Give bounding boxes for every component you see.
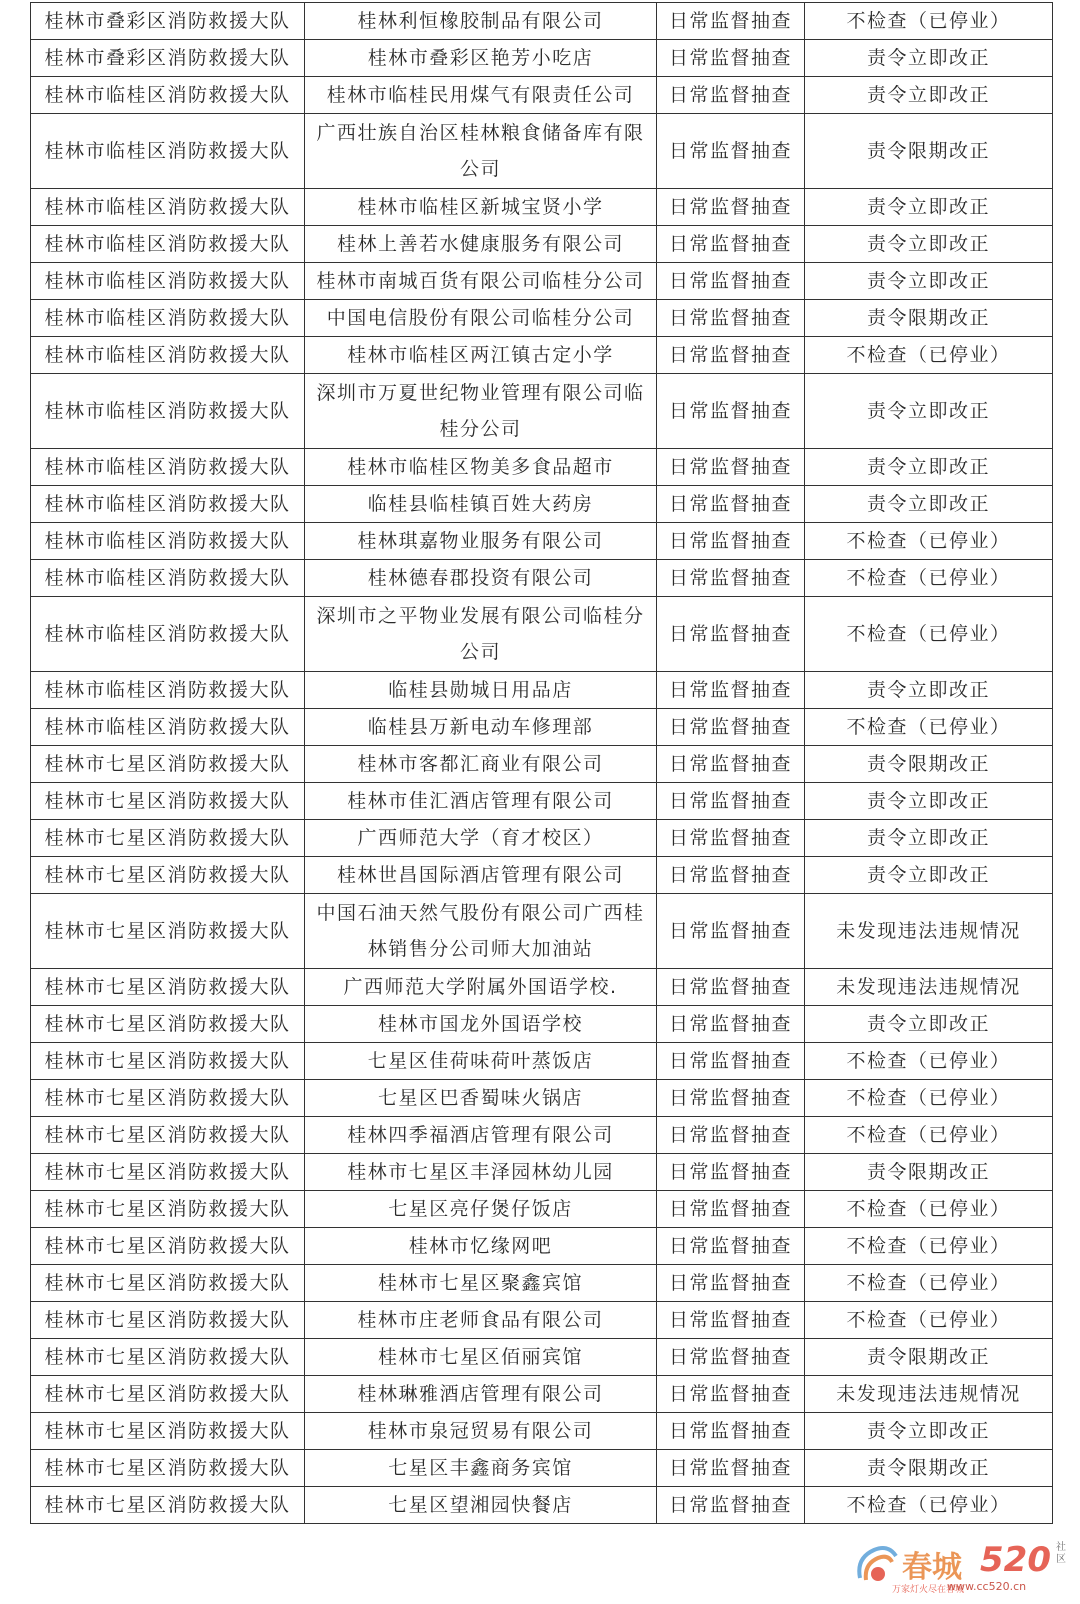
brigade-cell: 桂林市临桂区消防救援大队 bbox=[31, 560, 305, 597]
inspection-type-cell: 日常监督抽查 bbox=[657, 374, 805, 449]
table-row bbox=[31, 1006, 1053, 1043]
brigade-cell: 桂林市七星区消防救援大队 bbox=[31, 1080, 305, 1117]
result-cell: 责令限期改正 bbox=[805, 1154, 1053, 1191]
table-row bbox=[31, 40, 1053, 77]
table-row bbox=[31, 1302, 1053, 1339]
brigade-cell: 桂林市七星区消防救援大队 bbox=[31, 746, 305, 783]
result-cell: 责令立即改正 bbox=[805, 40, 1053, 77]
table-row bbox=[31, 597, 1053, 672]
brigade-cell: 桂林市七星区消防救援大队 bbox=[31, 1228, 305, 1265]
brigade-cell: 桂林市叠彩区消防救援大队 bbox=[31, 3, 305, 40]
table-row bbox=[31, 114, 1053, 189]
inspection-table bbox=[30, 2, 1053, 1524]
unit-name-cell: 七星区佳荷味荷叶蒸饭店 bbox=[305, 1043, 657, 1080]
brigade-cell: 桂林市临桂区消防救援大队 bbox=[31, 263, 305, 300]
result-cell: 不检查（已停业） bbox=[805, 1043, 1053, 1080]
inspection-type-cell: 日常监督抽查 bbox=[657, 337, 805, 374]
result-cell: 责令立即改正 bbox=[805, 820, 1053, 857]
table-row bbox=[31, 1154, 1053, 1191]
brigade-cell: 桂林市七星区消防救援大队 bbox=[31, 1191, 305, 1228]
unit-name-cell: 桂林市七星区佰丽宾馆 bbox=[305, 1339, 657, 1376]
brigade-cell: 桂林市七星区消防救援大队 bbox=[31, 820, 305, 857]
result-cell: 责令限期改正 bbox=[805, 300, 1053, 337]
unit-name-cell: 深圳市万夏世纪物业管理有限公司临桂分公司 bbox=[305, 374, 657, 449]
brigade-cell: 桂林市临桂区消防救援大队 bbox=[31, 709, 305, 746]
unit-name-cell: 桂林四季福酒店管理有限公司 bbox=[305, 1117, 657, 1154]
result-cell: 不检查（已停业） bbox=[805, 597, 1053, 672]
inspection-type-cell: 日常监督抽查 bbox=[657, 1154, 805, 1191]
table-row bbox=[31, 1339, 1053, 1376]
table-row bbox=[31, 820, 1053, 857]
inspection-type-cell: 日常监督抽查 bbox=[657, 486, 805, 523]
unit-name-cell: 七星区巴香蜀味火锅店 bbox=[305, 1080, 657, 1117]
result-cell: 不检查（已停业） bbox=[805, 3, 1053, 40]
unit-name-cell: 桂林市客都汇商业有限公司 bbox=[305, 746, 657, 783]
inspection-type-cell: 日常监督抽查 bbox=[657, 449, 805, 486]
result-cell: 责令限期改正 bbox=[805, 1450, 1053, 1487]
table-row bbox=[31, 189, 1053, 226]
result-cell: 不检查（已停业） bbox=[805, 1117, 1053, 1154]
result-cell: 责令立即改正 bbox=[805, 263, 1053, 300]
table-row bbox=[31, 969, 1053, 1006]
table-row bbox=[31, 709, 1053, 746]
brigade-cell: 桂林市临桂区消防救援大队 bbox=[31, 449, 305, 486]
unit-name-cell: 广西壮族自治区桂林粮食储备库有限公司 bbox=[305, 114, 657, 189]
result-cell: 未发现违法违规情况 bbox=[805, 894, 1053, 969]
brigade-cell: 桂林市临桂区消防救援大队 bbox=[31, 523, 305, 560]
brigade-cell: 桂林市七星区消防救援大队 bbox=[31, 1339, 305, 1376]
table-row bbox=[31, 1265, 1053, 1302]
unit-name-cell: 临桂县勋城日用品店 bbox=[305, 672, 657, 709]
watermark-side-text: 社区 bbox=[1056, 1542, 1066, 1565]
result-cell: 不检查（已停业） bbox=[805, 337, 1053, 374]
brigade-cell: 桂林市七星区消防救援大队 bbox=[31, 1302, 305, 1339]
result-cell: 责令立即改正 bbox=[805, 449, 1053, 486]
inspection-type-cell: 日常监督抽查 bbox=[657, 226, 805, 263]
table-row bbox=[31, 523, 1053, 560]
result-cell: 不检查（已停业） bbox=[805, 1302, 1053, 1339]
inspection-type-cell: 日常监督抽查 bbox=[657, 1191, 805, 1228]
inspection-type-cell: 日常监督抽查 bbox=[657, 189, 805, 226]
unit-name-cell: 桂林世昌国际酒店管理有限公司 bbox=[305, 857, 657, 894]
inspection-type-cell: 日常监督抽查 bbox=[657, 3, 805, 40]
inspection-type-cell: 日常监督抽查 bbox=[657, 1080, 805, 1117]
brigade-cell: 桂林市七星区消防救援大队 bbox=[31, 857, 305, 894]
inspection-type-cell: 日常监督抽查 bbox=[657, 1228, 805, 1265]
brigade-cell: 桂林市临桂区消防救援大队 bbox=[31, 77, 305, 114]
inspection-type-cell: 日常监督抽查 bbox=[657, 114, 805, 189]
unit-name-cell: 桂林市佳汇酒店管理有限公司 bbox=[305, 783, 657, 820]
brigade-cell: 桂林市临桂区消防救援大队 bbox=[31, 300, 305, 337]
unit-name-cell: 桂林市临桂区物美多食品超市 bbox=[305, 449, 657, 486]
result-cell: 责令立即改正 bbox=[805, 486, 1053, 523]
inspection-type-cell: 日常监督抽查 bbox=[657, 40, 805, 77]
unit-name-cell: 桂林市国龙外国语学校 bbox=[305, 1006, 657, 1043]
unit-name-cell: 桂林琳雅酒店管理有限公司 bbox=[305, 1376, 657, 1413]
unit-name-cell: 广西师范大学附属外国语学校. bbox=[305, 969, 657, 1006]
inspection-table-container bbox=[30, 2, 1052, 1524]
brigade-cell: 桂林市七星区消防救援大队 bbox=[31, 1450, 305, 1487]
table-row bbox=[31, 783, 1053, 820]
brigade-cell: 桂林市七星区消防救援大队 bbox=[31, 1487, 305, 1524]
result-cell: 责令立即改正 bbox=[805, 77, 1053, 114]
inspection-type-cell: 日常监督抽查 bbox=[657, 523, 805, 560]
inspection-type-cell: 日常监督抽查 bbox=[657, 1376, 805, 1413]
unit-name-cell: 桂林市庄老师食品有限公司 bbox=[305, 1302, 657, 1339]
result-cell: 不检查（已停业） bbox=[805, 523, 1053, 560]
result-cell: 责令立即改正 bbox=[805, 783, 1053, 820]
unit-name-cell: 深圳市之平物业发展有限公司临桂分公司 bbox=[305, 597, 657, 672]
table-row bbox=[31, 300, 1053, 337]
result-cell: 不检查（已停业） bbox=[805, 1191, 1053, 1228]
result-cell: 责令立即改正 bbox=[805, 189, 1053, 226]
result-cell: 不检查（已停业） bbox=[805, 1265, 1053, 1302]
brigade-cell: 桂林市七星区消防救援大队 bbox=[31, 1006, 305, 1043]
table-row bbox=[31, 1228, 1053, 1265]
inspection-type-cell: 日常监督抽查 bbox=[657, 969, 805, 1006]
result-cell: 责令立即改正 bbox=[805, 374, 1053, 449]
unit-name-cell: 桂林市泉冠贸易有限公司 bbox=[305, 1413, 657, 1450]
watermark-site: www.cc520.cn bbox=[947, 1580, 1027, 1593]
inspection-type-cell: 日常监督抽查 bbox=[657, 783, 805, 820]
table-row bbox=[31, 1376, 1053, 1413]
unit-name-cell: 七星区丰鑫商务宾馆 bbox=[305, 1450, 657, 1487]
unit-name-cell: 广西师范大学（育才校区） bbox=[305, 820, 657, 857]
table-row bbox=[31, 1043, 1053, 1080]
brigade-cell: 桂林市临桂区消防救援大队 bbox=[31, 597, 305, 672]
watermark-slogan: 万家灯火尽在春城 bbox=[892, 1585, 965, 1595]
unit-name-cell: 中国石油天然气股份有限公司广西桂林销售分公司师大加油站 bbox=[305, 894, 657, 969]
table-row bbox=[31, 77, 1053, 114]
inspection-type-cell: 日常监督抽查 bbox=[657, 709, 805, 746]
unit-name-cell: 桂林市七星区聚鑫宾馆 bbox=[305, 1265, 657, 1302]
inspection-type-cell: 日常监督抽查 bbox=[657, 672, 805, 709]
inspection-type-cell: 日常监督抽查 bbox=[657, 820, 805, 857]
brigade-cell: 桂林市临桂区消防救援大队 bbox=[31, 189, 305, 226]
brigade-cell: 桂林市七星区消防救援大队 bbox=[31, 1117, 305, 1154]
table-row bbox=[31, 857, 1053, 894]
result-cell: 未发现违法违规情况 bbox=[805, 1376, 1053, 1413]
result-cell: 责令立即改正 bbox=[805, 672, 1053, 709]
result-cell: 责令立即改正 bbox=[805, 1413, 1053, 1450]
inspection-type-cell: 日常监督抽查 bbox=[657, 1339, 805, 1376]
table-row bbox=[31, 746, 1053, 783]
unit-name-cell: 桂林琪嘉物业服务有限公司 bbox=[305, 523, 657, 560]
unit-name-cell: 桂林上善若水健康服务有限公司 bbox=[305, 226, 657, 263]
watermark-number: 520 bbox=[980, 1540, 1051, 1580]
result-cell: 不检查（已停业） bbox=[805, 1487, 1053, 1524]
brigade-cell: 桂林市叠彩区消防救援大队 bbox=[31, 40, 305, 77]
inspection-type-cell: 日常监督抽查 bbox=[657, 746, 805, 783]
brigade-cell: 桂林市临桂区消防救援大队 bbox=[31, 374, 305, 449]
result-cell: 未发现违法违规情况 bbox=[805, 969, 1053, 1006]
brigade-cell: 桂林市临桂区消防救援大队 bbox=[31, 226, 305, 263]
brigade-cell: 桂林市七星区消防救援大队 bbox=[31, 969, 305, 1006]
inspection-type-cell: 日常监督抽查 bbox=[657, 1117, 805, 1154]
inspection-type-cell: 日常监督抽查 bbox=[657, 894, 805, 969]
brigade-cell: 桂林市临桂区消防救援大队 bbox=[31, 337, 305, 374]
table-row bbox=[31, 894, 1053, 969]
result-cell: 责令立即改正 bbox=[805, 857, 1053, 894]
table-row bbox=[31, 1413, 1053, 1450]
inspection-type-cell: 日常监督抽查 bbox=[657, 1265, 805, 1302]
table-row bbox=[31, 263, 1053, 300]
inspection-type-cell: 日常监督抽查 bbox=[657, 857, 805, 894]
brigade-cell: 桂林市临桂区消防救援大队 bbox=[31, 114, 305, 189]
unit-name-cell: 临桂县万新电动车修理部 bbox=[305, 709, 657, 746]
inspection-type-cell: 日常监督抽查 bbox=[657, 300, 805, 337]
result-cell: 不检查（已停业） bbox=[805, 1228, 1053, 1265]
table-row bbox=[31, 1191, 1053, 1228]
unit-name-cell: 桂林市七星区丰泽园林幼儿园 bbox=[305, 1154, 657, 1191]
result-cell: 责令限期改正 bbox=[805, 114, 1053, 189]
unit-name-cell: 桂林市忆缘网吧 bbox=[305, 1228, 657, 1265]
unit-name-cell: 桂林市临桂民用煤气有限责任公司 bbox=[305, 77, 657, 114]
unit-name-cell: 七星区望湘园快餐店 bbox=[305, 1487, 657, 1524]
unit-name-cell: 桂林市南城百货有限公司临桂分公司 bbox=[305, 263, 657, 300]
inspection-type-cell: 日常监督抽查 bbox=[657, 1006, 805, 1043]
inspection-type-cell: 日常监督抽查 bbox=[657, 1487, 805, 1524]
table-row bbox=[31, 672, 1053, 709]
site-watermark bbox=[852, 1540, 1066, 1596]
table-row bbox=[31, 374, 1053, 449]
table-row bbox=[31, 486, 1053, 523]
result-cell: 责令立即改正 bbox=[805, 1006, 1053, 1043]
result-cell: 责令限期改正 bbox=[805, 746, 1053, 783]
brigade-cell: 桂林市七星区消防救援大队 bbox=[31, 1376, 305, 1413]
inspection-table-body bbox=[31, 3, 1053, 1524]
result-cell: 责令立即改正 bbox=[805, 226, 1053, 263]
inspection-type-cell: 日常监督抽查 bbox=[657, 560, 805, 597]
table-row bbox=[31, 1080, 1053, 1117]
inspection-type-cell: 日常监督抽查 bbox=[657, 1302, 805, 1339]
unit-name-cell: 桂林利恒橡胶制品有限公司 bbox=[305, 3, 657, 40]
table-row bbox=[31, 560, 1053, 597]
inspection-type-cell: 日常监督抽查 bbox=[657, 77, 805, 114]
brigade-cell: 桂林市临桂区消防救援大队 bbox=[31, 672, 305, 709]
result-cell: 不检查（已停业） bbox=[805, 709, 1053, 746]
brigade-cell: 桂林市七星区消防救援大队 bbox=[31, 1043, 305, 1080]
inspection-type-cell: 日常监督抽查 bbox=[657, 1450, 805, 1487]
unit-name-cell: 桂林德春郡投资有限公司 bbox=[305, 560, 657, 597]
table-row bbox=[31, 226, 1053, 263]
inspection-type-cell: 日常监督抽查 bbox=[657, 1413, 805, 1450]
unit-name-cell: 桂林市叠彩区艳芳小吃店 bbox=[305, 40, 657, 77]
table-row bbox=[31, 449, 1053, 486]
table-row bbox=[31, 3, 1053, 40]
unit-name-cell: 临桂县临桂镇百姓大药房 bbox=[305, 486, 657, 523]
result-cell: 不检查（已停业） bbox=[805, 560, 1053, 597]
inspection-type-cell: 日常监督抽查 bbox=[657, 1043, 805, 1080]
brigade-cell: 桂林市七星区消防救援大队 bbox=[31, 1413, 305, 1450]
unit-name-cell: 桂林市临桂区新城宝贤小学 bbox=[305, 189, 657, 226]
unit-name-cell: 中国电信股份有限公司临桂分公司 bbox=[305, 300, 657, 337]
brigade-cell: 桂林市七星区消防救援大队 bbox=[31, 783, 305, 820]
inspection-type-cell: 日常监督抽查 bbox=[657, 597, 805, 672]
result-cell: 不检查（已停业） bbox=[805, 1080, 1053, 1117]
unit-name-cell: 七星区亮仔煲仔饭店 bbox=[305, 1191, 657, 1228]
brigade-cell: 桂林市七星区消防救援大队 bbox=[31, 1154, 305, 1191]
table-row bbox=[31, 1450, 1053, 1487]
table-row bbox=[31, 1117, 1053, 1154]
unit-name-cell: 桂林市临桂区两江镇古定小学 bbox=[305, 337, 657, 374]
brigade-cell: 桂林市七星区消防救援大队 bbox=[31, 1265, 305, 1302]
brigade-cell: 桂林市临桂区消防救援大队 bbox=[31, 486, 305, 523]
table-row bbox=[31, 337, 1053, 374]
brigade-cell: 桂林市七星区消防救援大队 bbox=[31, 894, 305, 969]
result-cell: 责令限期改正 bbox=[805, 1339, 1053, 1376]
table-row bbox=[31, 1487, 1053, 1524]
watermark-brand: 春城 bbox=[902, 1550, 962, 1585]
inspection-type-cell: 日常监督抽查 bbox=[657, 263, 805, 300]
